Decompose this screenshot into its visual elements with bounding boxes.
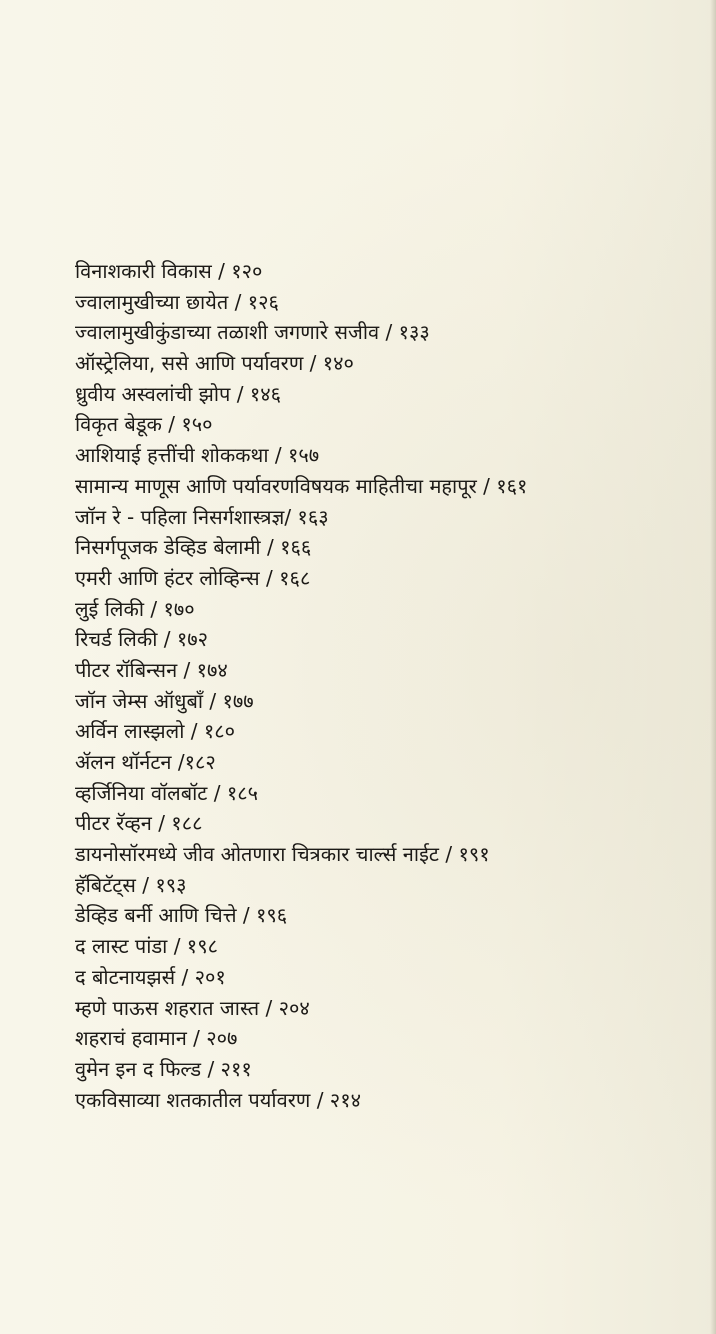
toc-entry: रिचर्ड लिकी / १७२ (75, 627, 209, 652)
toc-entry: जॉन रे - पहिला निसर्गशास्त्रज्ञ/ १६३ (75, 504, 329, 529)
toc-entry: द बोटनायझर्स / २०१ (75, 964, 226, 989)
toc-entry: जॉन जेम्स ऑधुबाँ / १७७ (75, 688, 254, 713)
toc-entry: शहराचं हवामान / २०७ (75, 1026, 238, 1051)
toc-entry: निसर्गपूजक डेव्हिड बेलामी / १६६ (75, 535, 312, 560)
toc-entry: पीटर रॉबिन्सन / १७४ (75, 657, 228, 682)
toc-entry: विनाशकारी विकास / १२० (75, 259, 263, 283)
toc-entry: व्हर्जिनिया वॉलबॉट / १८५ (75, 780, 259, 805)
toc-entry: ऑस्ट्रेलिया, ससे आणि पर्यावरण / १४० (75, 351, 354, 376)
table-of-contents (75, 256, 695, 1115)
toc-entry: लुई लिकी / १७० (75, 596, 195, 621)
toc-entry: एकविसाव्या शतकातील पर्यावरण / २१४ (75, 1087, 361, 1112)
toc-entry: सामान्य माणूस आणि पर्यावरणविषयक माहितीचा महापूर / १६१ (75, 473, 528, 498)
toc-entry: अर्विन लास्झलो / १८० (75, 719, 236, 744)
toc-entry: ज्वालामुखीच्या छायेत / १२६ (75, 289, 279, 314)
toc-entry: ध्रुवीय अस्वलांची झोप / १४६ (75, 381, 282, 406)
toc-entry: द लास्ट पांडा / १९८ (75, 934, 219, 959)
toc-entry: हॅबिटॅट्स / १९३ (75, 872, 187, 897)
toc-entry: विकृत बेडूक / १५० (75, 412, 213, 437)
toc-entry: वुमेन इन द फिल्ड / २११ (75, 1056, 252, 1081)
page-edge-shadow (710, 0, 716, 1334)
toc-entry: डेव्हिड बर्नी आणि चित्ते / १९६ (75, 903, 288, 928)
toc-entry: एमरी आणि हंटर लोव्हिन्स / १६८ (75, 565, 311, 590)
toc-entry: ॲलन थॉर्नटन /१८२ (75, 750, 216, 774)
toc-entry: ज्वालामुखीकुंडाच्या तळाशी जगणारे सजीव / १३३ (75, 320, 430, 345)
toc-entry: आशियाई हत्तींची शोककथा / १५७ (75, 443, 320, 468)
toc-entry: डायनोसॉरमध्ये जीव ओतणारा चित्रकार चार्ल्स नाईट / १९१ (75, 842, 490, 867)
toc-entry: म्हणे पाऊस शहरात जास्त / २०४ (75, 995, 310, 1020)
toc-entry: पीटर रॅव्हन / १८८ (75, 811, 203, 836)
